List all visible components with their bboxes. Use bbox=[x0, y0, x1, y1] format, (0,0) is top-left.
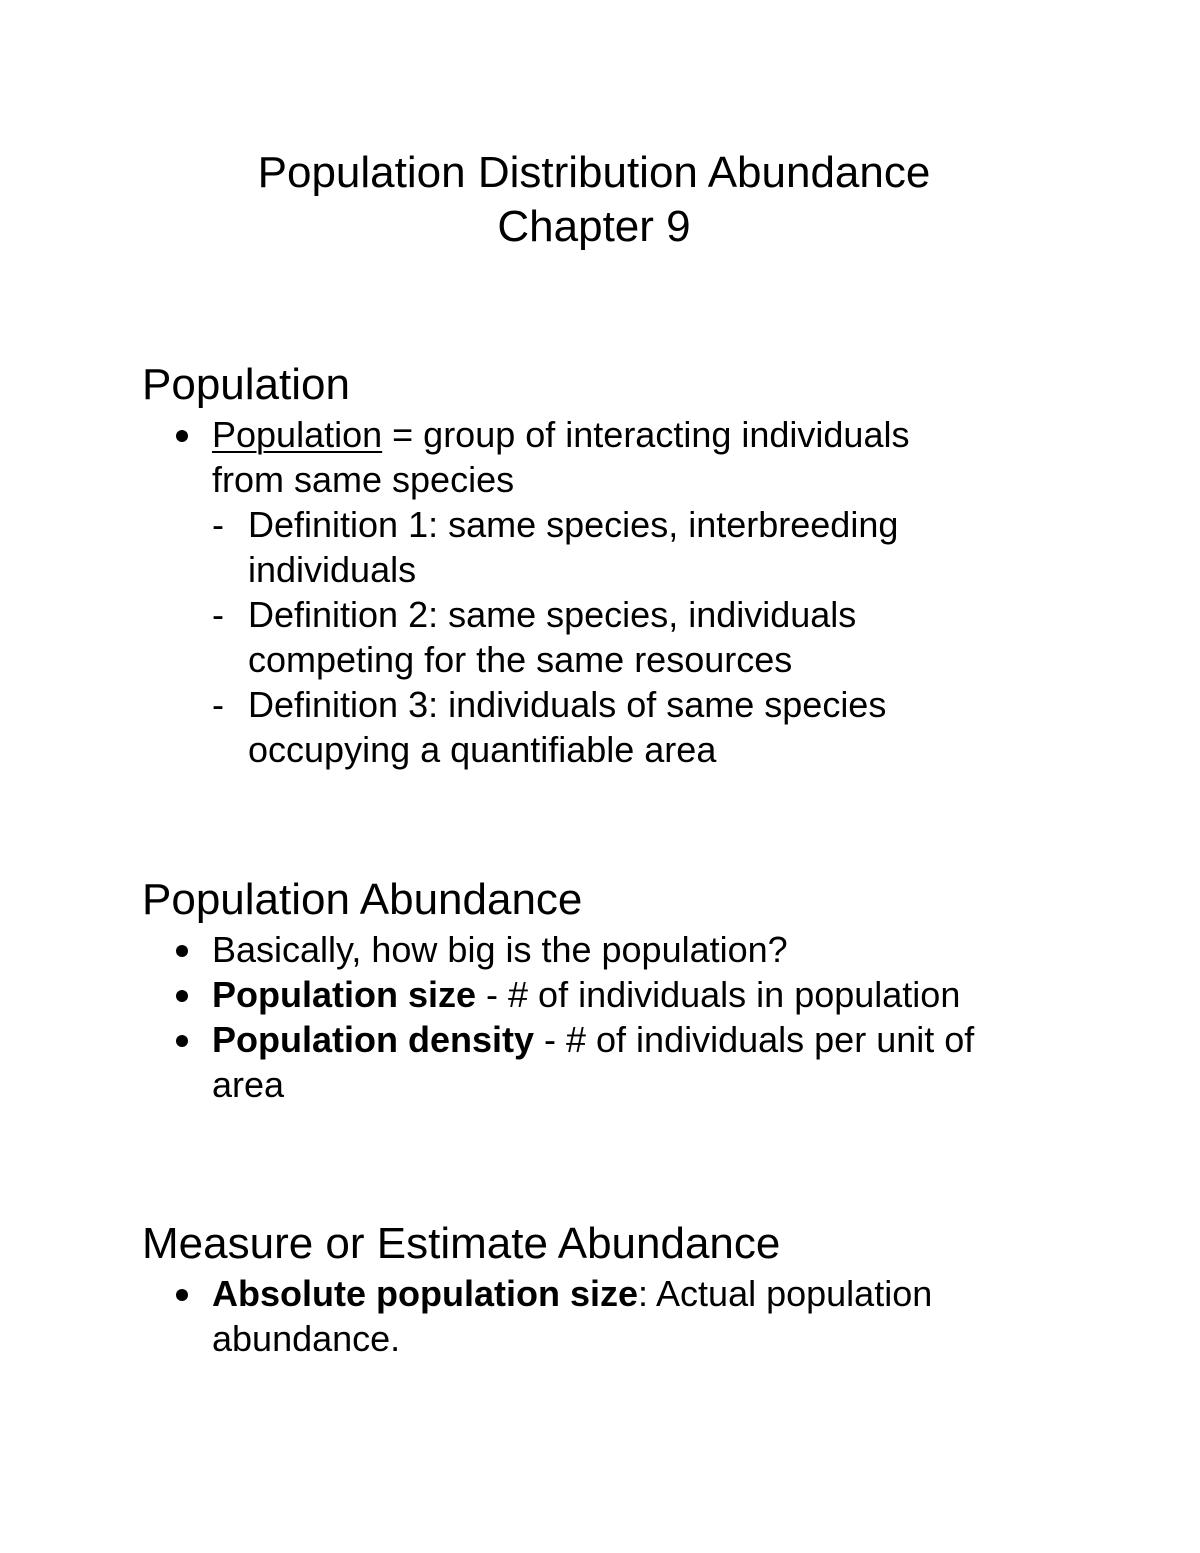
sub-item-text-continued: occupying a quantifiable area bbox=[248, 729, 717, 770]
bullet-text: : Actual population bbox=[638, 1273, 933, 1314]
bullet-dot-icon bbox=[176, 990, 188, 1002]
section-heading-abundance: Population Abundance bbox=[142, 875, 583, 924]
section-population-abundance bbox=[142, 875, 1142, 1107]
dash-marker: - bbox=[212, 504, 224, 545]
sub-item-text: Definition 3: individuals of same species bbox=[248, 684, 887, 725]
bullet-dot-icon bbox=[176, 430, 188, 442]
bullet-text-continued: abundance. bbox=[212, 1318, 401, 1359]
sub-item-text: Definition 2: same species, individuals bbox=[248, 594, 857, 635]
section-heading-population: Population bbox=[142, 360, 350, 409]
sub-item-definition-2 bbox=[212, 592, 1142, 682]
definition-text: = group of interacting individuals bbox=[382, 414, 910, 455]
sub-item-definition-1 bbox=[212, 502, 1142, 592]
bullet-text: Basically, how big is the population? bbox=[212, 929, 788, 970]
sub-item-text-continued: competing for the same resources bbox=[248, 639, 793, 680]
title-line-2: Chapter 9 bbox=[497, 202, 691, 251]
title-line-1: Population Distribution Abundance bbox=[257, 148, 931, 197]
bullet-list-population bbox=[142, 412, 1142, 772]
dash-marker: - bbox=[212, 594, 224, 635]
section-measure-abundance bbox=[142, 1219, 1142, 1361]
term-population-size: Population size bbox=[212, 974, 477, 1015]
bullet-basically bbox=[142, 927, 1142, 972]
definition-text-continued: from same species bbox=[212, 459, 515, 500]
term-population: Population bbox=[212, 414, 383, 455]
bullet-dot-icon bbox=[176, 945, 188, 957]
bullet-dot-icon bbox=[176, 1035, 188, 1047]
sub-item-definition-3 bbox=[212, 682, 1142, 772]
bullet-population-density bbox=[142, 1017, 1142, 1107]
section-population bbox=[142, 360, 1142, 772]
section-heading-measure: Measure or Estimate Abundance bbox=[142, 1219, 781, 1268]
term-population-density: Population density bbox=[212, 1019, 535, 1060]
bullet-absolute-population-size bbox=[142, 1271, 1142, 1361]
sub-list-definitions bbox=[212, 502, 1142, 772]
bullet-text: - # of individuals in population bbox=[476, 974, 961, 1015]
bullet-text-continued: area bbox=[212, 1064, 285, 1105]
bullet-dot-icon bbox=[176, 1289, 188, 1301]
bullet-list-abundance bbox=[142, 927, 1142, 1107]
document-title bbox=[0, 146, 1188, 254]
sub-item-text-continued: individuals bbox=[248, 549, 417, 590]
sub-item-text: Definition 1: same species, interbreeding bbox=[248, 504, 899, 545]
term-absolute-population-size: Absolute population size bbox=[212, 1273, 639, 1314]
bullet-population-size bbox=[142, 972, 1142, 1017]
bullet-population-definition bbox=[142, 412, 1142, 772]
bullet-list-measure bbox=[142, 1271, 1142, 1361]
bullet-text: - # of individuals per unit of bbox=[534, 1019, 975, 1060]
dash-marker: - bbox=[212, 684, 224, 725]
